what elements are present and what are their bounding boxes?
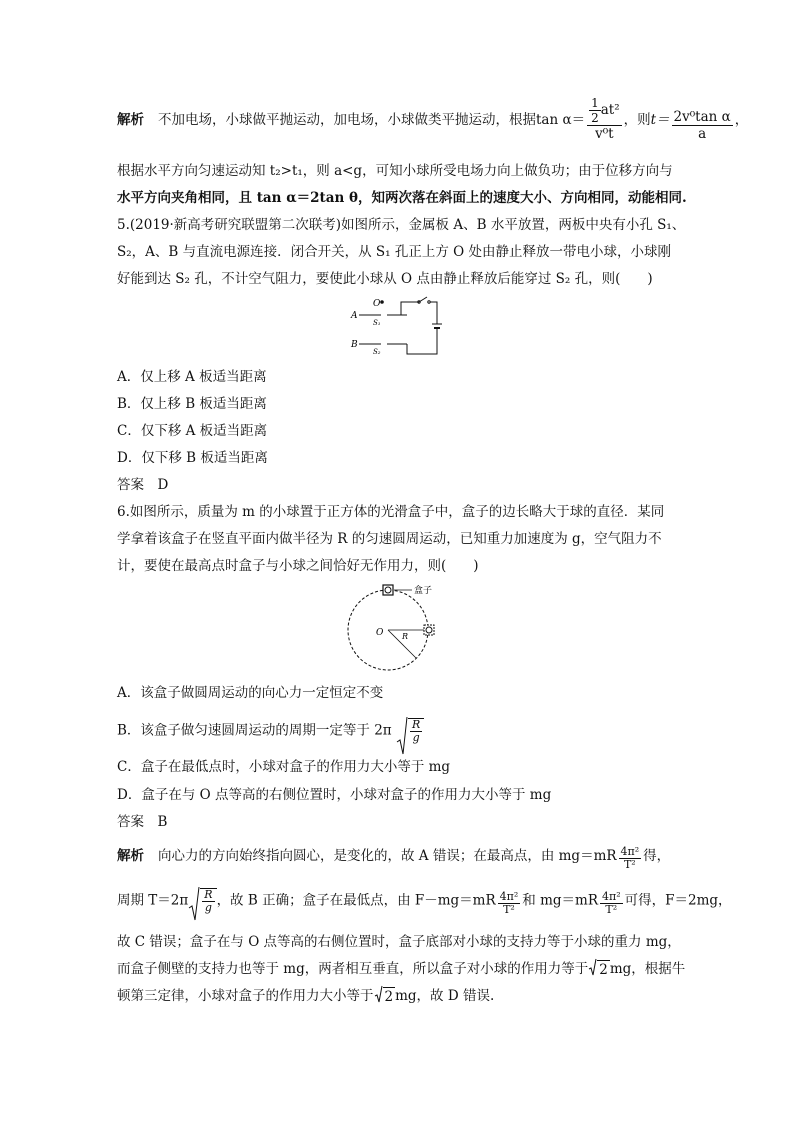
text: ，则	[623, 112, 651, 128]
text: mg，根据牛	[609, 961, 686, 977]
q4-analysis-line-3: 水平方向夹角相同，且 tan α＝2tan θ，知两次落在斜面上的速度大小、方向相同，动能相同.	[117, 190, 687, 206]
sqrt-icon	[588, 958, 597, 976]
label-o: O	[373, 299, 381, 309]
frac-part: T²	[503, 902, 515, 916]
text: 得，	[643, 848, 671, 864]
text: tan α＝	[536, 112, 586, 128]
sqrt-expression	[374, 987, 396, 1006]
frac-part: v⁰t	[595, 126, 614, 142]
analysis-label: 解析	[117, 112, 144, 128]
q6-stem-3: 计，要使在最高点时盒子与小球之间恰好无作用力，则( )	[117, 558, 479, 574]
q5-stem-3: 好能到达 S₂ 孔，不计空气阻力，要使此小球从 O 点由静止释放后能穿过 S₂ 孔，则( )	[117, 271, 653, 287]
q6-stem-1: 6.如图所示，质量为 m 的小球置于正方体的光滑盒子中，盒子的边长略大于球的直径．某同	[117, 504, 665, 520]
q6-analysis-line-3: 故 C 错误；盒子在与 O 点等高的右侧位置时，盒子底部对小球的支持力等于小球的重力 mg，	[117, 934, 681, 950]
frac-part: at²	[600, 102, 620, 118]
label-a: A	[351, 311, 358, 321]
frac-part: R	[204, 888, 213, 901]
text: ，故 B 正确；盒子在最低点，由 F－mg＝mR	[216, 892, 496, 909]
sqrt-expression	[188, 888, 216, 914]
formula-fraction	[672, 109, 733, 142]
text: mg，故 D 错误.	[395, 988, 495, 1004]
q6-answer: 答案 B	[117, 814, 168, 830]
q6-analysis-line-5	[117, 987, 494, 1006]
text: ，	[734, 112, 749, 128]
q6-option-d: D．盒子在与 O 点等高的右侧位置时，小球对盒子的作用力大小等于 mg	[117, 787, 552, 803]
switch-contact	[428, 301, 430, 303]
frac-part: 4π²	[620, 845, 640, 858]
frac-part: 4π²	[601, 889, 621, 903]
frac-part: 4π²	[499, 889, 519, 903]
sqrt-icon	[374, 985, 383, 1003]
frac-part: 2	[591, 111, 599, 125]
frac-part: T²	[623, 858, 636, 871]
q6-stem-2: 学拿着该盒子在竖直平面内做半径为 R 的匀速圆周运动，已知重力加速度为 g，空气阻力不	[117, 531, 662, 547]
q6-option-b	[117, 718, 424, 744]
frac-part: T²	[605, 902, 618, 916]
q5-option-c: C．仅下移 A 板适当距离	[117, 423, 268, 439]
q6-option-c: C．盒子在最低点时，小球对盒子的作用力大小等于 mg	[117, 759, 451, 775]
label-r: R	[402, 632, 409, 641]
q5-option-d: D．仅下移 B 板适当距离	[117, 450, 268, 466]
q5-option-b: B．仅上移 B 板适当距离	[117, 396, 267, 412]
formula-fraction	[600, 891, 623, 916]
formula-fraction	[587, 96, 622, 142]
frac-part: g	[412, 731, 420, 744]
circular-motion-figure	[340, 580, 460, 680]
text: B．该盒子做匀速圆周运动的周期一定等于 2π	[117, 722, 392, 739]
formula-fraction	[498, 891, 521, 916]
q4-analysis-line-2: 根据水平方向匀速运动知 t₂>t₁，则 a<g，可知小球所受电场力向上做负功；由于位移方向与	[117, 163, 673, 179]
sqrt-expression	[396, 718, 424, 744]
sqrt-icon	[188, 886, 200, 922]
label-s2: S₂	[373, 348, 381, 356]
text: 周期 T＝2π	[117, 892, 189, 909]
sqrt-expression	[588, 960, 610, 979]
frac-part: 1	[591, 96, 599, 110]
label-s1: S₁	[373, 319, 381, 327]
sqrt-icon	[396, 716, 408, 756]
capacitor-circuit-figure	[345, 294, 455, 360]
text: 不加电场，小球做平抛运动，加电场，小球做类平抛运动，根据	[158, 112, 536, 128]
q6-option-a: A．该盒子做圆周运动的向心力一定恒定不变	[117, 685, 384, 701]
point-o	[380, 300, 384, 304]
sqrt-radicand: 2	[599, 962, 608, 978]
q5-stem-2: S₂，A、B 与直流电源连接．闭合开关，从 S₁ 孔正上方 O 处由静止释放一带电小球，小球刚	[117, 244, 672, 260]
frac-part: R	[411, 718, 421, 731]
wire-right	[430, 302, 437, 324]
q5-answer: 答案 D	[117, 477, 169, 493]
label-o: O	[376, 628, 384, 638]
analysis-label: 解析	[117, 848, 144, 864]
q5-stem-1: 5.(2019·新高考研究联盟第二次联考)如图所示，金属板 A、B 水平放置，两板中央有小孔 S₁、	[117, 217, 686, 233]
text: 而盒子侧壁的支持力也等于 mg，两者相互垂直，所以盒子对小球的作用力等于	[117, 961, 589, 977]
q6-analysis-line-4	[117, 960, 685, 979]
q5-option-a: A．仅上移 A 板适当距离	[117, 369, 267, 385]
wire-top	[401, 302, 419, 315]
text: 顿第三定律，小球对盒子的作用力大小等于	[117, 988, 374, 1004]
wire-bottom	[407, 328, 437, 354]
formula-fraction	[619, 846, 642, 871]
text: 可得，F＝2mg，	[624, 892, 732, 909]
text: t＝	[650, 112, 670, 128]
text: 向心力的方向始终指向圆心，是变化的，故 A 错误；在最高点，由 mg＝mR	[158, 848, 617, 864]
frac-part: g	[204, 901, 212, 914]
q4-analysis-line-1	[117, 96, 748, 142]
frac-part: 2v⁰tan α	[673, 109, 731, 125]
label-b: B	[351, 340, 358, 350]
q6-analysis-line-2	[117, 888, 732, 916]
text: 和 mg＝mR	[522, 892, 598, 909]
sqrt-radicand: 2	[384, 989, 394, 1005]
q6-analysis-line-1	[117, 846, 670, 871]
frac-part: a	[698, 126, 707, 142]
box-label: 盒子	[414, 586, 433, 596]
